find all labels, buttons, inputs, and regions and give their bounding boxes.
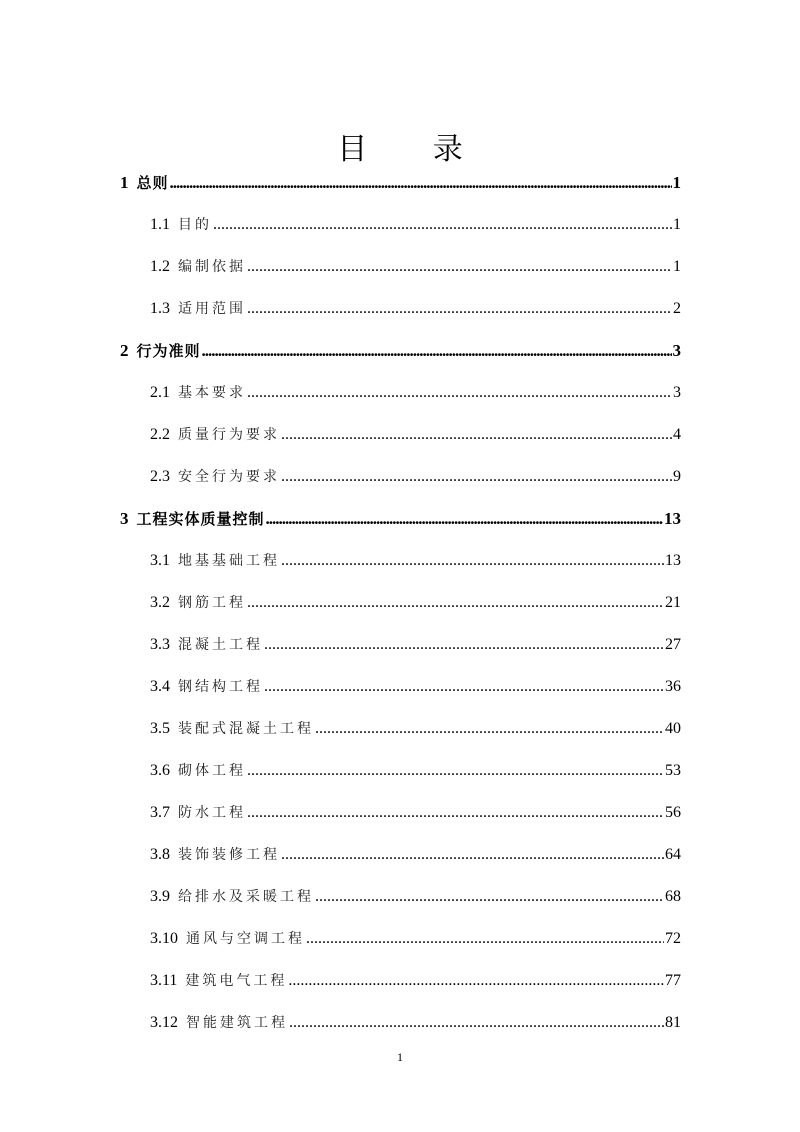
toc-label: 基本要求 [178, 385, 246, 401]
toc-entry[interactable] [150, 675, 681, 699]
toc-page: 56 [665, 804, 681, 821]
toc-page: 1 [672, 173, 681, 192]
toc-number: 3.4 [150, 678, 170, 695]
toc-page: 36 [665, 678, 681, 695]
toc-leader [315, 885, 664, 909]
toc-entry[interactable] [150, 801, 681, 825]
toc-label: 装配式混凝土工程 [178, 721, 314, 737]
toc-page: 72 [665, 930, 681, 947]
toc-label: 钢结构工程 [178, 679, 263, 695]
toc-leader [247, 381, 672, 405]
toc-number: 3.6 [150, 762, 170, 779]
toc-leader [247, 255, 672, 279]
toc-number: 2.3 [150, 468, 170, 485]
toc-number: 2 [120, 341, 129, 360]
toc-label: 总则 [136, 174, 169, 192]
toc-label: 建筑电气工程 [185, 973, 288, 989]
toc-leader [264, 633, 664, 657]
toc-leader [264, 675, 664, 699]
toc-number: 3.1 [150, 552, 170, 569]
toc-page: 40 [665, 720, 681, 737]
toc-entry[interactable] [150, 591, 681, 615]
toc-leader [266, 507, 663, 531]
toc-number: 2.1 [150, 384, 170, 401]
toc-entry[interactable] [150, 381, 681, 405]
toc-label: 砌体工程 [178, 763, 246, 779]
toc-label: 工程实体质量控制 [136, 510, 265, 528]
toc-number: 2.2 [150, 426, 170, 443]
toc-page: 13 [665, 552, 681, 569]
toc-page: 64 [665, 846, 681, 863]
toc-label: 质量行为要求 [178, 427, 280, 443]
toc-page: 77 [665, 972, 681, 989]
toc-number: 3.12 [150, 1014, 178, 1031]
toc-page: 3 [673, 384, 681, 401]
toc-number: 1 [120, 173, 129, 192]
toc-leader [315, 717, 664, 741]
toc-page: 53 [665, 762, 681, 779]
toc-number: 3 [120, 509, 129, 528]
toc-label: 给排水及采暖工程 [178, 889, 314, 905]
toc-leader [213, 213, 672, 237]
toc-number: 3.10 [150, 930, 178, 947]
toc-entry[interactable] [150, 297, 681, 321]
toc-number: 3.3 [150, 636, 170, 653]
toc-page: 2 [673, 300, 681, 317]
toc-leader [306, 927, 664, 951]
toc-number: 3.11 [150, 972, 178, 989]
toc-entry[interactable] [150, 423, 681, 447]
toc-leader [202, 339, 672, 363]
toc-entry[interactable] [150, 255, 681, 279]
toc-entry[interactable] [120, 171, 681, 195]
toc-label: 通风与空调工程 [186, 931, 305, 947]
toc-label: 编制依据 [178, 259, 246, 275]
toc-page: 27 [665, 636, 681, 653]
toc-entry[interactable] [150, 465, 681, 489]
toc-leader [281, 423, 672, 447]
toc-label: 智能建筑工程 [186, 1015, 288, 1031]
toc-number: 1.3 [150, 300, 170, 317]
toc-entry[interactable] [150, 759, 681, 783]
toc-leader [281, 843, 664, 867]
toc-label: 目的 [178, 217, 212, 233]
toc-entry[interactable] [150, 633, 681, 657]
toc-entry[interactable] [150, 969, 681, 993]
toc-label: 适用范围 [178, 301, 246, 317]
toc-entry[interactable] [150, 843, 681, 867]
toc-label: 防水工程 [178, 805, 246, 821]
toc-label: 地基基础工程 [178, 553, 280, 569]
toc-label: 装饰装修工程 [178, 847, 280, 863]
toc-entry[interactable] [150, 549, 681, 573]
toc-leader [247, 759, 664, 783]
toc-label: 混凝土工程 [178, 637, 263, 653]
toc-leader [247, 297, 672, 321]
page-number: 1 [397, 1050, 403, 1064]
toc-number: 3.7 [150, 804, 170, 821]
page-title: 目 录 [337, 132, 491, 167]
toc-number: 3.5 [150, 720, 170, 737]
toc-label: 行为准则 [136, 342, 201, 360]
toc-entry[interactable] [120, 339, 681, 363]
toc-number: 3.9 [150, 888, 170, 905]
toc-entry[interactable] [150, 927, 681, 951]
toc-page: 1 [673, 258, 681, 275]
toc-entry[interactable] [150, 717, 681, 741]
toc-leader [289, 1011, 664, 1035]
toc-leader [170, 171, 672, 195]
toc-page: 13 [664, 509, 681, 528]
toc-page: 9 [673, 468, 681, 485]
toc-entry[interactable] [150, 885, 681, 909]
toc-leader [247, 591, 664, 615]
toc-page: 21 [665, 594, 681, 611]
toc-number: 1.2 [150, 258, 170, 275]
toc-page: 1 [673, 216, 681, 233]
toc-leader [247, 801, 664, 825]
toc-page: 68 [665, 888, 681, 905]
toc-leader [288, 969, 664, 993]
toc-number: 3.2 [150, 594, 170, 611]
toc-number: 3.8 [150, 846, 170, 863]
toc-label: 安全行为要求 [178, 469, 280, 485]
toc-label: 钢筋工程 [178, 595, 246, 611]
toc-leader [281, 465, 672, 489]
toc-number: 1.1 [150, 216, 170, 233]
toc-entry[interactable] [150, 213, 681, 237]
toc-page: 3 [672, 341, 681, 360]
toc-leader [281, 549, 664, 573]
toc-page: 81 [665, 1014, 681, 1031]
toc-page: 4 [673, 426, 681, 443]
toc-entry[interactable] [120, 507, 681, 531]
toc-entry[interactable] [150, 1011, 681, 1035]
